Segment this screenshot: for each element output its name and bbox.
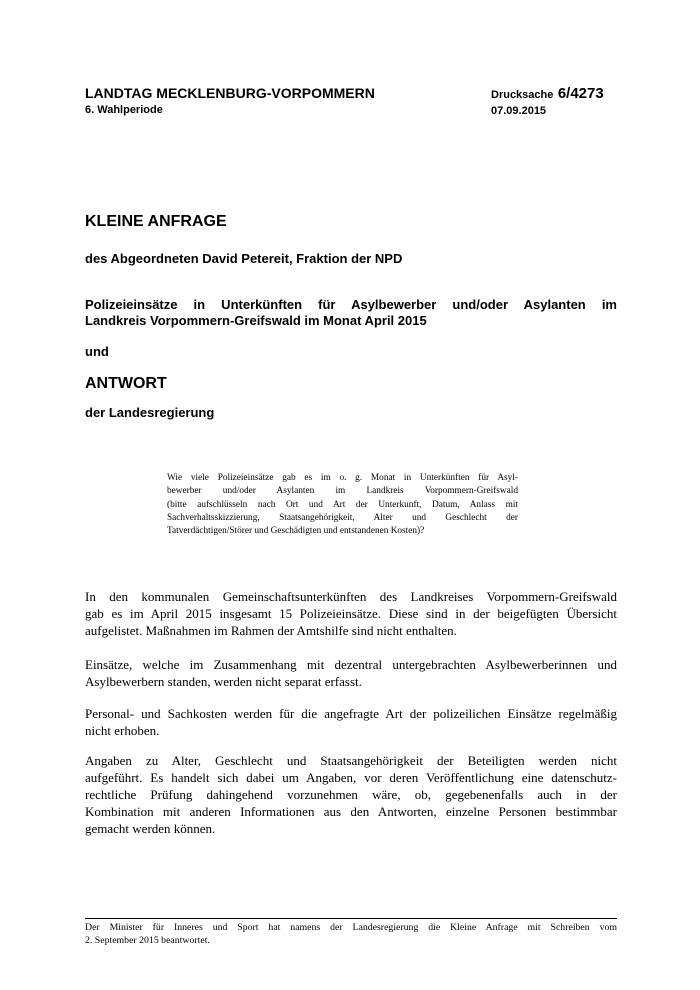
und-text: und — [85, 344, 109, 359]
answer-line: Angaben zu Alter, Geschlecht und Staatsangehörigkeit der Beteiligten werden nicht — [85, 753, 617, 768]
title-line: Landkreis Vorpommern-Greifswald im Monat April 2015 — [85, 313, 427, 328]
answer-line: Einsätze, welche im Zusammenhang mit dezentral untergebrachten Asylbewerberinnen und — [85, 657, 617, 672]
answer-line: nicht erhoben. — [85, 723, 160, 738]
answer-line: aufgelistet. Maßnahmen im Rahmen der Amtshilfe sind nicht enthalten. — [85, 623, 457, 638]
footnote — [85, 921, 617, 947]
answer-line: Asylbewerbern standen, werden nicht separat erfasst. — [85, 674, 362, 689]
document-date: 07.09.2015 — [491, 105, 547, 117]
answer-paragraph-4 — [85, 752, 617, 837]
drucksache-number: 6/4273 — [557, 85, 604, 102]
footnote-divider — [85, 918, 617, 919]
document-title — [85, 297, 617, 329]
header-right — [491, 85, 604, 118]
answer-line: gemacht werden können. — [85, 821, 216, 836]
footnote-line: Der Minister für Inneres und Sport hat namens der Landesregierung die Kleine Anfrage mit Schreiben vom — [85, 922, 617, 933]
antwort-heading: ANTWORT — [85, 375, 167, 392]
header-left — [85, 85, 375, 117]
title-line: Polizeieinsätze in Unterkünften für Asylbewerber und/oder Asylanten im — [85, 297, 617, 312]
question-line: Wie viele Polizeieinsätze gab es im o. g. Monat in Unterkünften für Asyl- — [167, 473, 518, 483]
author-line: des Abgeordneten David Petereit, Fraktion der NPD — [85, 251, 403, 266]
answer-line: Personal- und Sachkosten werden für die angefragte Art der polizeilichen Einsätze regelmäßig — [85, 706, 617, 721]
question-line: bewerber und/oder Asylanten im Landkreis Vorpommern-Greifswald — [167, 486, 518, 497]
question-line: Sachverhaltsskizzierung, Staatsangehörigkeit, Alter und Geschlecht der — [167, 512, 518, 523]
answer-paragraph-3 — [85, 705, 617, 739]
question-line: Tatverdächtigen/Störer und Geschädigten und entstandenen Kosten)? — [167, 526, 425, 537]
answer-line: rechtliche Prüfung dahingehend vorzunehmen wäre, ob, gegebenenfalls auch in der — [85, 787, 617, 802]
footnote-line: 2. September 2015 beantwortet. — [85, 935, 210, 946]
answer-line: gab es im April 2015 insgesamt 15 Polizeieinsätze. Diese sind in der beigefügten Übersicht — [85, 606, 617, 621]
answer-line: Kombination mit anderen Informationen aus den Antworten, einzelne Personen bestimmbar — [85, 804, 617, 819]
drucksache-label: Drucksache — [491, 89, 554, 101]
question-text — [167, 472, 518, 538]
answer-line: In den kommunalen Gemeinschaftsunterkünften des Landkreises Vorpommern-Greifswald — [85, 589, 617, 604]
parliament-name: LANDTAG MECKLENBURG-VORPOMMERN — [85, 85, 375, 101]
regierung-line: der Landesregierung — [85, 405, 215, 420]
kleine-anfrage-heading: KLEINE ANFRAGE — [85, 213, 227, 230]
drucksache — [491, 85, 604, 103]
answer-line: aufgeführt. Es handelt sich dabei um Angaben, vor deren Veröffentlichung eine datenschutz- — [85, 770, 617, 785]
question-line: (bitte aufschlüsseln nach Ort und Art der Unterkunft, Datum, Anlass mit — [167, 499, 518, 510]
legislative-period: 6. Wahlperiode — [85, 104, 163, 116]
answer-paragraph-2 — [85, 656, 617, 690]
answer-paragraph-1 — [85, 588, 617, 639]
